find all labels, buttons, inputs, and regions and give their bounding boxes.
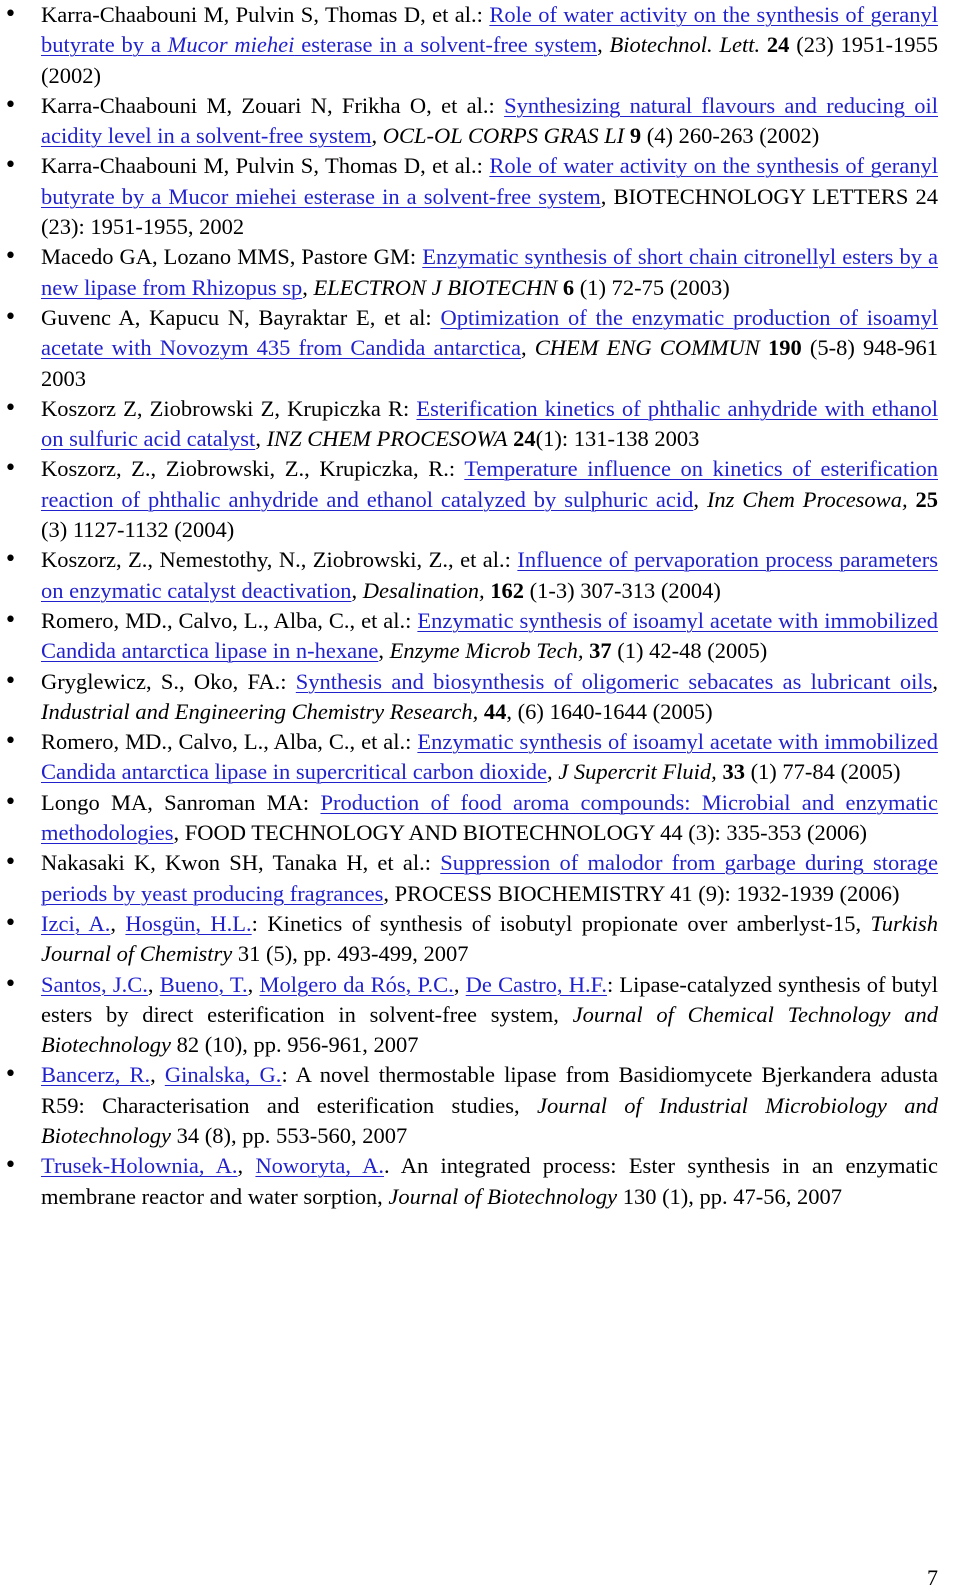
ref-journal: Enzyme Microb Tech,: [389, 638, 584, 664]
ref-title-link[interactable]: Synthesizing natural flavours and reducing oil acidity level in a solvent-free system: [41, 92, 938, 149]
ref-title-link[interactable]: Influence of pervaporation process parameters on enzymatic catalyst deactivation: [41, 547, 938, 603]
ref-volume: 9: [629, 123, 642, 149]
ref-title: : A novel thermostable lipase from Basidiomycete Bjerkandera adusta R59: Characterisation and esterification studies,: [41, 1062, 938, 1118]
ref-citation: , BIOTECHNOLOGY LETTERS 24 (23): 1951-1955, 2002: [41, 183, 938, 240]
ref-title-link[interactable]: Production of food aroma compounds: Microbial and enzymatic methodologies: [41, 789, 938, 846]
ref-title-link[interactable]: Enzymatic synthesis of short chain citronellyl esters by a new lipase from Rhizopus sp: [41, 244, 939, 300]
ref-citation: (4) 260-263 (2002): [641, 123, 820, 149]
ref-title-link[interactable]: Role of water activity on the synthesis of geranyl butyrate by a Mucor miehei esterase in a solvent-free system: [41, 153, 939, 209]
ref-citation: (1) 72-75 (2003): [574, 274, 730, 300]
ref-citation: , PROCESS BIOCHEMISTRY 41 (9): 1932-1939 (2006): [383, 880, 900, 906]
ref-title-link[interactable]: Esterification kinetics of phthalic anhydride with ethanol on sulfuric acid catalyst: [41, 395, 938, 452]
ref-title-link[interactable]: Enzymatic synthesis of isoamyl acetate with immobilized Candida antarctica lipase in n-hexane: [41, 607, 938, 664]
ref-journal: Industrial and Engineering Chemistry Research,: [41, 698, 479, 724]
reference-item: [0, 151, 960, 242]
ref-volume: 37: [589, 638, 612, 664]
reference-item: • Koszorz, Z., Nemestothy, N., Ziobrowski, Z., et al.: Influence of pervaporation process parameters on enzymatic catalyst deactivation, Desalination, 162 (1-3) 307-313 (2004): [0, 545, 960, 606]
ref-volume: 24: [766, 32, 790, 58]
ref-journal: Journal of Biotechnology: [388, 1183, 618, 1209]
ref-volume: 162: [490, 577, 524, 603]
ref-title-link[interactable]: Optimization of the enzymatic production of isoamyl acetate with Novozym 435 from Candida antarctica: [41, 304, 939, 361]
ref-journal: ELECTRON J BIOTECHN: [313, 274, 558, 300]
ref-citation: 31 (5), pp. 493-499, 2007: [232, 941, 469, 967]
reference-item: • Koszorz Z, Ziobrowski Z, Krupiczka R: Esterification kinetics of phthalic anhydride with ethanol on sulfuric acid catalyst, INZ CHEM PROCESOWA 24(1): 131-138 2003: [0, 394, 960, 455]
ref-journal: Desalination,: [362, 577, 485, 603]
reference-item: • Karra-Chaabouni M, Zouari N, Frikha O, et al.: Synthesizing natural flavours and reducing oil acidity level in a solvent-free system, OCL-OL CORPS GRAS LI 9 (4) 260-263 (2002): [0, 91, 960, 152]
ref-volume: 6: [562, 274, 575, 300]
ref-journal: Inz Chem Procesowa,: [706, 486, 908, 512]
ref-journal: Biotechnol. Lett.: [609, 32, 761, 58]
ref-authors: Gryglewicz, S., Oko, FA.:: [41, 668, 296, 694]
ref-citation: (1) 42-48 (2005): [611, 638, 768, 664]
reference-item: • Karra-Chaabouni M, Pulvin S, Thomas D, et al.: Role of water activity on the synthesis of geranyl butyrate by a Mucor miehei esterase in a solvent-free system, Biotechnol. Lett. 24 (23) 1951-1955 (2002): [0, 0, 960, 91]
reference-item: • Romero, MD., Calvo, L., Alba, C., et al.: Enzymatic synthesis of isoamyl acetate with immobilized Candida antarctica lipase in n-hexane, Enzyme Microb Tech, 37 (1) 42-48 (2005): [0, 606, 960, 667]
reference-item: • Trusek-Holownia, A., Noworyta, A.. An integrated process: Ester synthesis in an enzymatic membrane reactor and water sorption, Journal of Biotechnology 130 (1), pp. 47-56, 2007: [0, 1151, 960, 1212]
ref-authors: Longo MA, Sanroman MA:: [41, 789, 321, 815]
ref-author-link[interactable]: Hosgün, H.L.: [125, 910, 252, 936]
ref-authors: Karra-Chaabouni M, Pulvin S, Thomas D, et al.:: [41, 2, 483, 27]
ref-authors: Koszorz, Z., Nemestothy, N., Ziobrowski, Z., et al.:: [41, 547, 518, 573]
ref-title: . An integrated process: Ester synthesis in an enzymatic membrane reactor and water sorption,: [41, 1153, 938, 1209]
ref-authors: Nakasaki K, Kwon SH, Tanaka H, et al.:: [41, 850, 441, 876]
reference-item: [0, 848, 960, 909]
ref-authors: Koszorz, Z., Ziobrowski, Z., Krupiczka, R.:: [41, 456, 465, 482]
reference-item: • Guvenc A, Kapucu N, Bayraktar E, et al: Optimization of the enzymatic production of isoamyl acetate with Novozym 435 from Candida antarctica, CHEM ENG COMMUN 190 (5-8) 948-961 2003: [0, 303, 960, 394]
ref-authors: Karra-Chaabouni M, Pulvin S, Thomas D, et al.:: [41, 153, 490, 179]
ref-citation: (5-8) 948-961 2003: [41, 335, 938, 391]
ref-author-link[interactable]: Izci, A.: [41, 910, 111, 936]
ref-volume: 24: [513, 426, 536, 452]
ref-authors: Romero, MD., Calvo, L., Alba, C., et al.:: [41, 607, 418, 633]
ref-citation: 82 (10), pp. 956-961, 2007: [170, 1032, 419, 1058]
ref-author-link[interactable]: Bueno, T.: [159, 971, 248, 997]
reference-item: • Santos, J.C., Bueno, T., Molgero da Rós, P.C., De Castro, H.F.: Lipase-catalyzed synthesis of butyl esters by direct esterification in solvent-free system, Journal of Chemical Technology and Biotechnology 82 (10), pp. 956-961, 2007: [0, 970, 960, 1061]
ref-citation: , (6) 1640-1644 (2005): [506, 698, 713, 724]
ref-journal: INZ CHEM PROCESOWA: [266, 426, 508, 452]
ref-title: : Lipase-catalyzed synthesis of butyl esters by direct esterification in solvent-free system,: [41, 971, 939, 1027]
ref-citation: 34 (8), pp. 553-560, 2007: [170, 1122, 408, 1148]
ref-journal: Journal of Chemical Technology and Biotechnology: [41, 1001, 939, 1058]
ref-citation: 130 (1), pp. 47-56, 2007: [617, 1183, 843, 1209]
ref-authors: Guvenc A, Kapucu N, Bayraktar E, et al:: [41, 304, 441, 330]
ref-journal: Turkish Journal of Chemistry: [41, 910, 939, 967]
ref-citation: , FOOD TECHNOLOGY AND BIOTECHNOLOGY 44 (3): 335-353 (2006): [173, 820, 867, 846]
ref-author-link[interactable]: Molgero da Rós, P.C.: [259, 971, 454, 997]
ref-author-link[interactable]: De Castro, H.F.: [465, 971, 607, 997]
ref-authors: Koszorz Z, Ziobrowski Z, Krupiczka R:: [41, 395, 417, 421]
ref-volume: 25: [915, 486, 939, 512]
reference-item: • Izci, A., Hosgün, H.L.: Kinetics of synthesis of isobutyl propionate over amberlyst-15, Turkish Journal of Chemistry 31 (5), pp. 493-499, 2007: [0, 909, 960, 970]
ref-authors: Karra-Chaabouni M, Zouari N, Frikha O, et al.:: [41, 92, 505, 118]
ref-citation: (3) 1127-1132 (2004): [41, 517, 235, 543]
ref-journal: CHEM ENG COMMUN: [534, 335, 760, 361]
reference-item: • Bancerz, R., Ginalska, G.: A novel thermostable lipase from Basidiomycete Bjerkandera adusta R59: Characterisation and esterification studies, Journal of Industrial Microbiology and Biotechnology 34 (8), pp. 553-560, 2007: [0, 1060, 960, 1151]
ref-journal: J Supercrit Fluid,: [558, 759, 717, 785]
ref-author-link[interactable]: Trusek-Holownia, A.: [41, 1153, 238, 1179]
reference-item: • Macedo GA, Lozano MMS, Pastore GM: Enzymatic synthesis of short chain citronellyl esters by a new lipase from Rhizopus sp, ELECTRON J BIOTECHN 6 (1) 72-75 (2003): [0, 242, 960, 303]
ref-title-link[interactable]: Enzymatic synthesis of isoamyl acetate with immobilized Candida antarctica lipase in supercritical carbon dioxide: [41, 729, 938, 785]
ref-citation: (1): 131-138 2003: [535, 426, 700, 452]
ref-citation: (23) 1951-1955 (2002): [41, 32, 939, 88]
ref-citation: (1-3) 307-313 (2004): [524, 577, 721, 603]
page-number: 7: [927, 1565, 938, 1590]
ref-authors: Romero, MD., Calvo, L., Alba, C., et al.:: [41, 729, 418, 755]
reference-item: • Gryglewicz, S., Oko, FA.: Synthesis and biosynthesis of oligomeric sebacates as lubricant oils, Industrial and Engineering Chemistry Research, 44, (6) 1640-1644 (2005): [0, 667, 960, 728]
ref-journal: Journal of Industrial Microbiology and Biotechnology: [41, 1092, 938, 1148]
ref-title-link[interactable]: Role of water activity on the synthesis of geranyl butyrate by a Mucor miehei esterase in a solvent-free system: [41, 2, 939, 58]
reference-item: • Koszorz, Z., Ziobrowski, Z., Krupiczka, R.: Temperature influence on kinetics of esterification reaction of phthalic anhydride and ethanol catalyzed by sulphuric acid, Inz Chem Procesowa, 25 (3) 1127-1132 (2004): [0, 454, 960, 545]
ref-title: : Kinetics of synthesis of isobutyl propionate over amberlyst-15,: [251, 910, 871, 936]
ref-author-link[interactable]: Santos, J.C.: [41, 971, 148, 997]
ref-title-link[interactable]: Synthesis and biosynthesis of oligomeric sebacates as lubricant oils: [295, 668, 933, 694]
ref-volume: 33: [722, 759, 745, 785]
ref-volume: 190: [767, 335, 802, 361]
ref-title-link[interactable]: Temperature influence on kinetics of esterification reaction of phthalic anhydride and ethanol catalyzed by sulphuric acid: [41, 456, 938, 512]
ref-authors: Macedo GA, Lozano MMS, Pastore GM:: [41, 244, 423, 270]
ref-author-link[interactable]: Bancerz, R.: [41, 1062, 151, 1088]
ref-title-link[interactable]: Suppression of malodor from garbage during storage periods by yeast producing fragrances: [41, 850, 938, 906]
ref-author-link[interactable]: Noworyta, A.: [255, 1153, 384, 1179]
ref-volume: 44: [483, 698, 507, 724]
reference-item: [0, 788, 960, 849]
ref-journal: OCL-OL CORPS GRAS LI: [382, 123, 625, 149]
ref-author-link[interactable]: Ginalska, G.: [164, 1062, 282, 1088]
ref-citation: (1) 77-84 (2005): [744, 759, 901, 785]
reference-item: • Romero, MD., Calvo, L., Alba, C., et al.: Enzymatic synthesis of isoamyl acetate with immobilized Candida antarctica lipase in supercritical carbon dioxide, J Supercrit Fluid, 33 (1) 77-84 (2005): [0, 727, 960, 788]
